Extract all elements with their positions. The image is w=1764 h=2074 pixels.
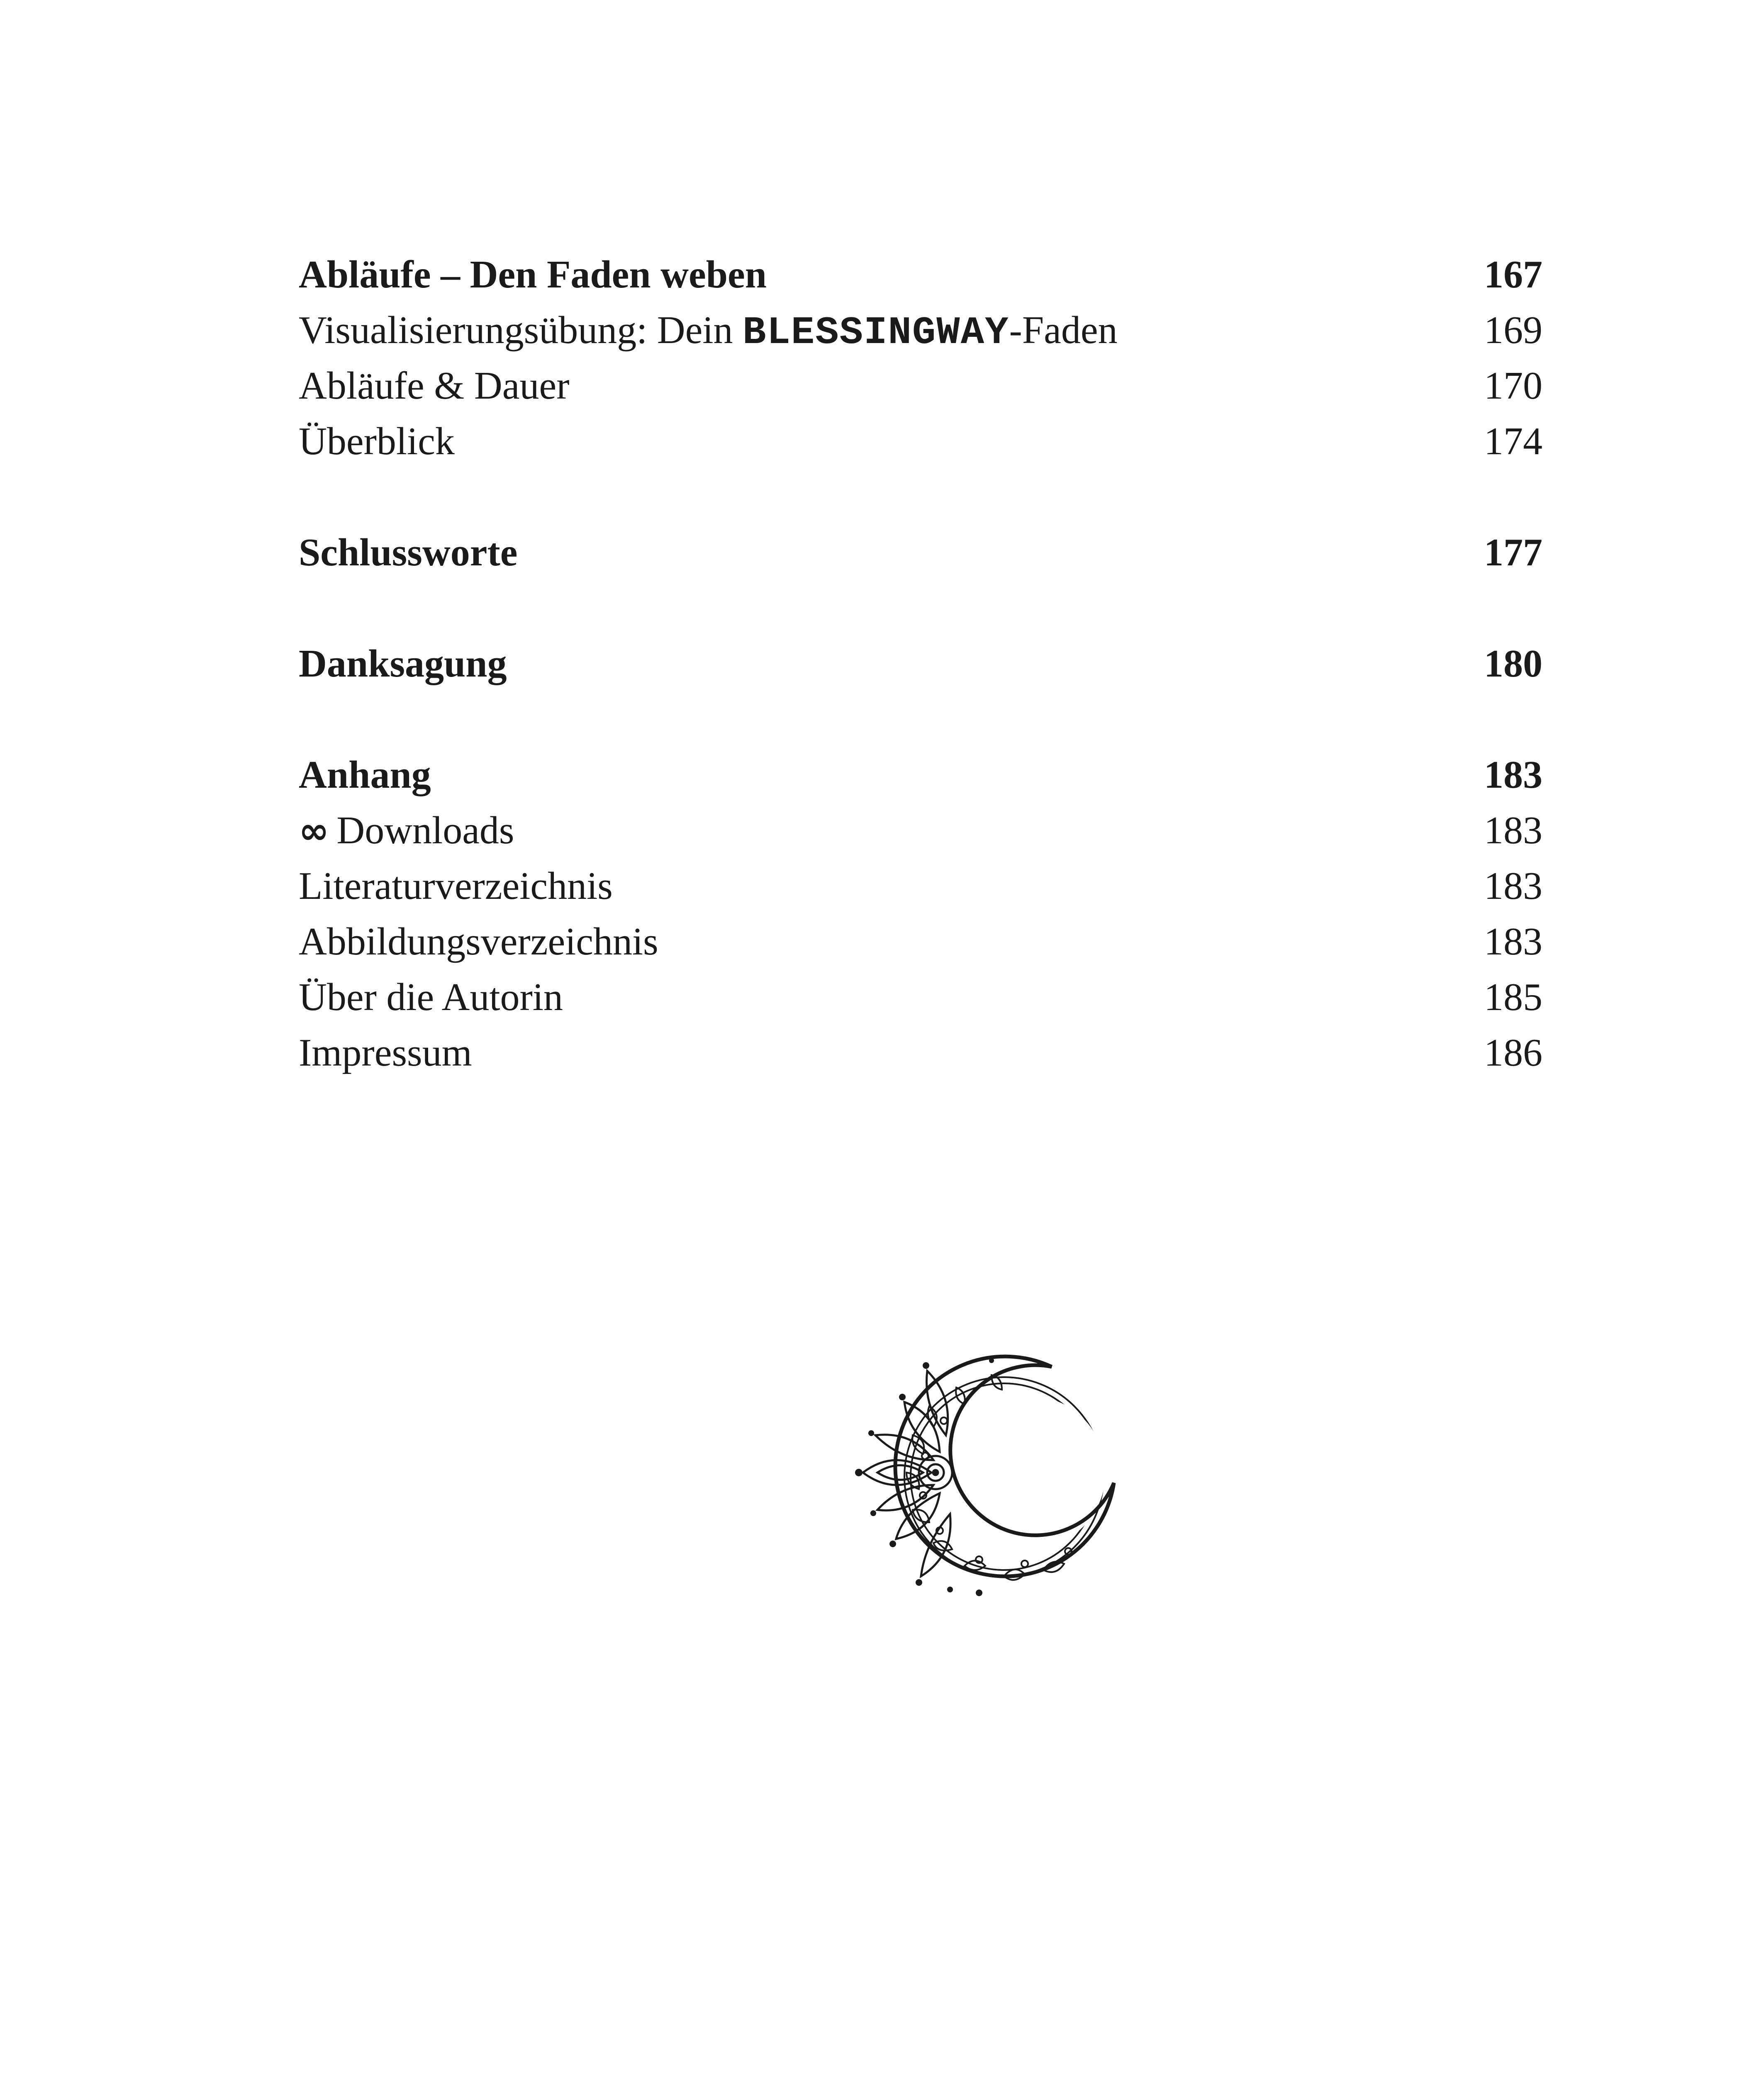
toc-page-number: 180 [1484, 642, 1542, 685]
toc-heading-ablaeufe[interactable] [299, 247, 1542, 302]
toc-heading-danksagung[interactable] [299, 636, 1542, 691]
blessingway-wordmark: BLESSINGWAY [743, 311, 1009, 355]
toc-page-number: 183 [1484, 753, 1542, 796]
toc-entry-title: Überblick [299, 420, 455, 463]
toc-entry-downloads[interactable] [299, 803, 1542, 858]
toc-page-number: 183 [1484, 864, 1542, 908]
section-gap [299, 469, 1542, 525]
toc-entry-title: Literaturverzeichnis [299, 864, 613, 908]
toc-entry-visualisierungsuebung[interactable] [299, 302, 1542, 358]
toc-page-number: 186 [1484, 1031, 1542, 1074]
toc-heading-title: Schlussworte [299, 531, 518, 574]
mandala-crescent-moon-icon [855, 1352, 1137, 1609]
toc-page-number: 170 [1484, 364, 1542, 407]
toc-heading-title: Abläufe – Den Faden weben [299, 253, 767, 296]
toc-entry-impressum[interactable] [299, 1025, 1542, 1081]
toc-page-number: 185 [1484, 976, 1542, 1019]
toc-entry-title: ∞ Downloads [299, 809, 514, 852]
toc-heading-title: Danksagung [299, 642, 507, 685]
toc-entry-ablaeufe-dauer[interactable] [299, 358, 1542, 414]
section-gap [299, 580, 1542, 636]
section-gap [299, 691, 1542, 747]
toc-entry-title: Abläufe & Dauer [299, 364, 570, 407]
table-of-contents [299, 247, 1542, 1081]
toc-page-number: 169 [1484, 309, 1542, 352]
toc-entry-ueberblick[interactable] [299, 414, 1542, 469]
toc-entry-ueber-die-autorin[interactable] [299, 969, 1542, 1025]
toc-page-number: 183 [1484, 809, 1542, 852]
toc-page-number: 167 [1484, 253, 1542, 296]
toc-heading-anhang[interactable] [299, 747, 1542, 803]
toc-heading-title: Anhang [299, 753, 431, 796]
toc-page-number: 174 [1484, 420, 1542, 463]
toc-page-number: 177 [1484, 531, 1542, 574]
toc-entry-abbildungsverzeichnis[interactable] [299, 914, 1542, 969]
toc-entry-title: Über die Autorin [299, 976, 563, 1019]
toc-heading-schlussworte[interactable] [299, 525, 1542, 580]
toc-entry-title: Abbildungsverzeichnis [299, 920, 658, 963]
toc-page-number: 183 [1484, 920, 1542, 963]
toc-entry-literaturverzeichnis[interactable] [299, 858, 1542, 914]
toc-entry-title: Impressum [299, 1031, 472, 1074]
toc-entry-title: Visualisierungsübung: Dein BLESSINGWAY-Faden [299, 309, 1118, 355]
infinity-icon: ∞ [299, 809, 329, 852]
